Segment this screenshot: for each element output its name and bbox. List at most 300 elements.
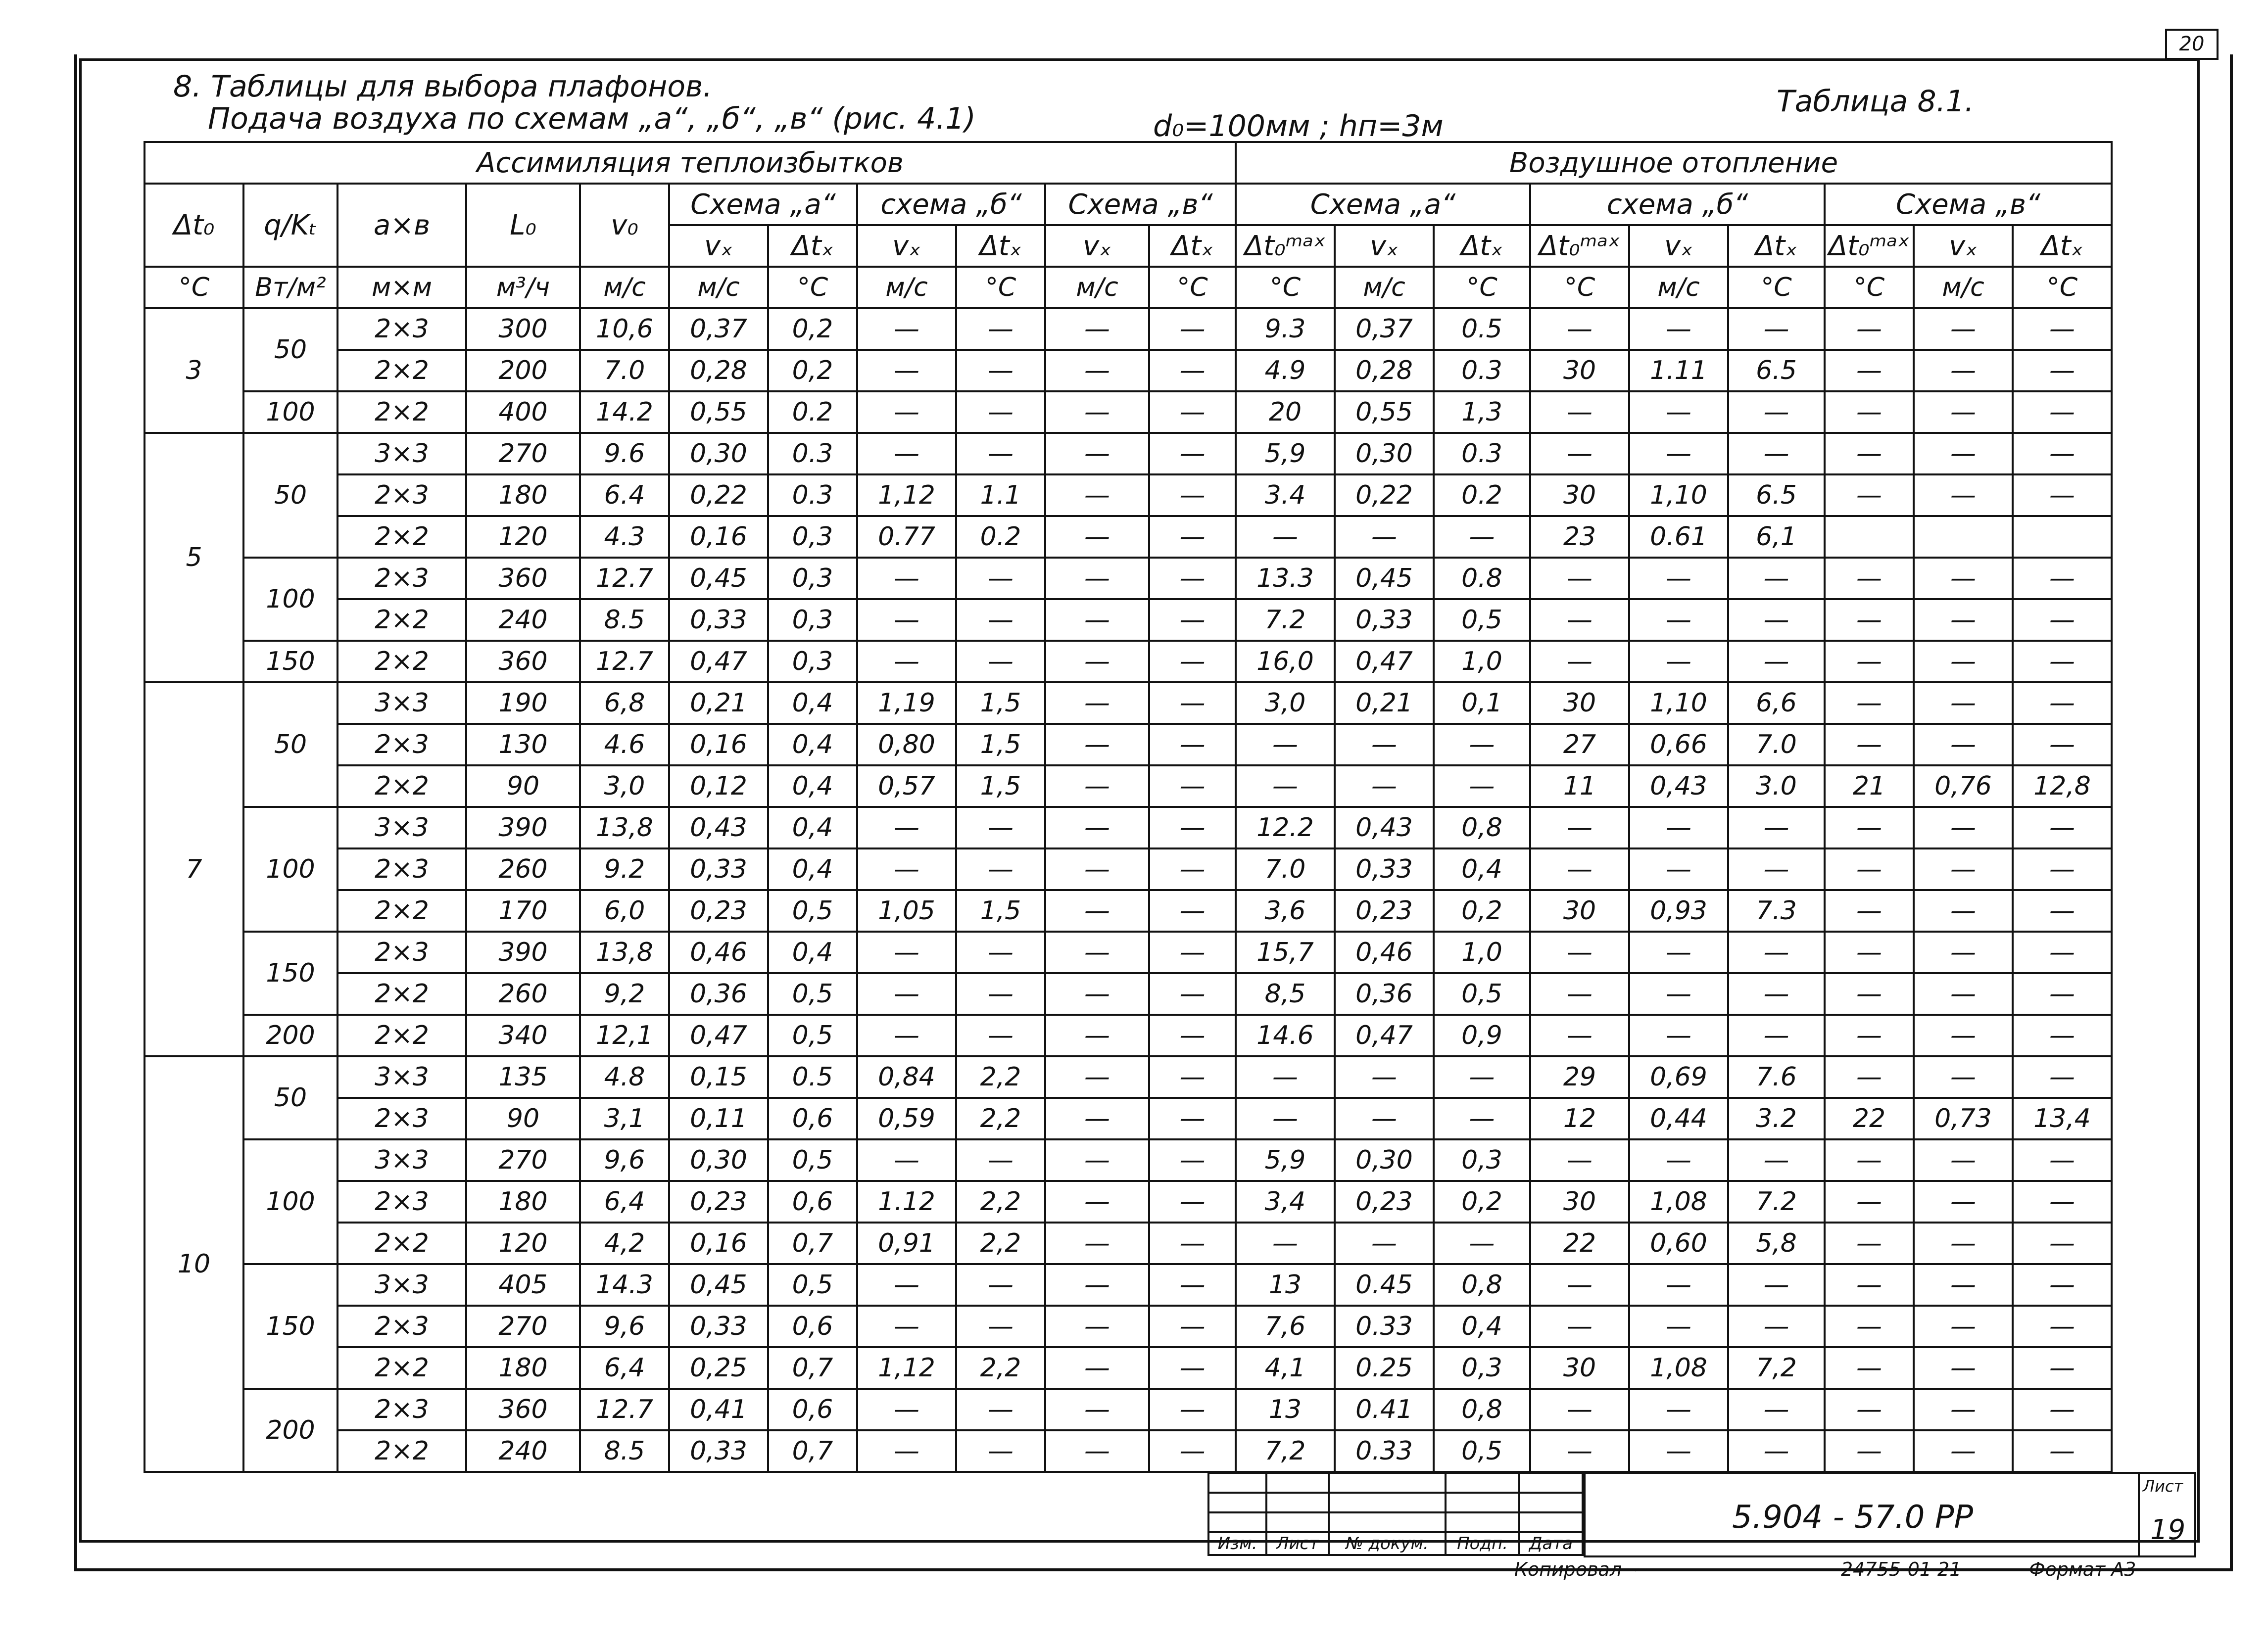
cell-value: — [1530,391,1629,433]
cell-value: — [1045,765,1149,807]
cell-value: 1,10 [1629,682,1728,724]
cell-value: — [956,848,1045,890]
cell-value: 16,0 [1236,641,1335,682]
cell-value: — [857,1139,956,1181]
cell-value: 0,4 [1434,1306,1530,1347]
cell-value: — [857,391,956,433]
cell-value: — [857,807,956,848]
cell-value: — [1149,724,1236,765]
col-dtx: Δtₓ [2013,225,2112,267]
cell-value: 0,23 [1335,1181,1434,1223]
cell-value: — [857,599,956,641]
col-vx: vₓ [669,225,768,267]
cell-value: — [1629,391,1728,433]
cell-value: 0,30 [1335,1139,1434,1181]
table-row [145,599,2112,641]
cell-value: — [1045,558,1149,599]
table-row [145,1139,2112,1181]
cell-value: — [956,973,1045,1015]
cell-value: — [1825,308,1914,350]
cell-value: 0,4 [1434,848,1530,890]
cell-value: — [1825,724,1914,765]
cell-value: 5,9 [1236,1139,1335,1181]
header-row-schemes [145,184,2112,225]
unit-dtmax: °С [1236,267,1335,308]
cell-axb: 3×3 [338,1056,466,1098]
col-vx: vₓ [1629,225,1728,267]
cell-value: — [1914,433,2013,474]
cell-value: — [1728,391,1825,433]
cell-value: 0,6 [768,1306,857,1347]
cell-value: — [2013,1347,2112,1389]
cell-v0: 9.2 [580,848,669,890]
cell-q-kt: 50 [243,433,338,558]
unit-dtx: °С [1728,267,1825,308]
cell-value: 0,3 [768,516,857,558]
cell-value: — [1914,1181,2013,1223]
cell-value: — [956,599,1045,641]
title-block-grid [1207,1472,1584,1556]
table-row [145,932,2112,973]
cell-value: 0,30 [1335,433,1434,474]
doc-title-line1: 8. Таблицы для выбора плафонов. [173,69,713,104]
cell-value: — [2013,308,2112,350]
cell-value: — [1728,599,1825,641]
unit-vx: м/с [669,267,768,308]
cell-value: 1,08 [1629,1347,1728,1389]
cell-value: 1,10 [1629,474,1728,516]
cell-value: 0,5 [1434,599,1530,641]
table-label: Таблица 8.1. [1777,84,1974,119]
cell-value: — [2013,932,2112,973]
cell-value: — [857,848,956,890]
cell-value: — [1914,599,2013,641]
cell-value: — [1335,1098,1434,1139]
cell-value: — [2013,807,2112,848]
cell-l0: 90 [466,1098,580,1139]
cell-axb: 2×2 [338,516,466,558]
cell-value: 0,43 [1335,807,1434,848]
cell-value: — [2013,1264,2112,1306]
cell-value: — [1149,433,1236,474]
cell-value: — [1728,807,1825,848]
cell-value: — [1728,1389,1825,1430]
cell-v0: 9,6 [580,1306,669,1347]
plafond-selection-table [144,141,2113,1473]
unit-vx: м/с [1335,267,1434,308]
cell-value: — [1629,807,1728,848]
cell-value: 11 [1530,765,1629,807]
cell-v0: 8.5 [580,1430,669,1472]
cell-value: — [1236,1056,1335,1098]
cell-value: — [1045,350,1149,391]
cell-value: 0.8 [1434,558,1530,599]
col-q-kt: q/Kₜ [243,184,338,267]
cell-value: — [1629,599,1728,641]
cell-value: 7,2 [1236,1430,1335,1472]
cell-v0: 7.0 [580,350,669,391]
col-vx: vₓ [1045,225,1149,267]
cell-value: 0.41 [1335,1389,1434,1430]
unit-vx: м/с [1914,267,2013,308]
table-row [145,1389,2112,1430]
cell-l0: 270 [466,1139,580,1181]
cell-value [1914,516,2013,558]
cell-value: 3.0 [1728,765,1825,807]
cell-value: 7.3 [1728,890,1825,932]
cell-value: — [2013,1389,2112,1430]
col-axb: a×в [338,184,466,267]
cell-value: — [1045,724,1149,765]
col-dtx: Δtₓ [956,225,1045,267]
assim-scheme-v: Схема „в“ [1045,184,1236,225]
cell-value: — [857,1264,956,1306]
cell-value: — [2013,682,2112,724]
cell-value: 0,33 [1335,848,1434,890]
cell-axb: 2×2 [338,973,466,1015]
cell-value: 0,66 [1629,724,1728,765]
cell-value: 0,45 [669,558,768,599]
cell-value: 13 [1236,1264,1335,1306]
cell-value: 1,0 [1434,641,1530,682]
corner-page-box [2165,29,2219,60]
cell-value: 0,15 [669,1056,768,1098]
cell-value: 0,33 [669,848,768,890]
cell-value: — [1045,1098,1149,1139]
cell-value: — [1335,1223,1434,1264]
cell-value: 0,45 [1335,558,1434,599]
cell-v0: 3,0 [580,765,669,807]
cell-value: 0.3 [768,433,857,474]
heat-scheme-b: схема „б“ [1530,184,1825,225]
cell-axb: 3×3 [338,807,466,848]
cell-value: — [956,1139,1045,1181]
cell-value: — [1149,474,1236,516]
cell-value: 0,16 [669,516,768,558]
stamp-doc: № докум. [1329,1532,1446,1555]
cell-value: 0,21 [669,682,768,724]
cell-value: 6,1 [1728,516,1825,558]
cell-l0: 270 [466,433,580,474]
cell-value: 0,3 [1434,1347,1530,1389]
cell-value: 0,22 [1335,474,1434,516]
cell-value: 0.33 [1335,1306,1434,1347]
cell-value: 0,7 [768,1223,857,1264]
cell-value: — [1149,1139,1236,1181]
cell-value: 30 [1530,682,1629,724]
cell-value: — [1914,890,2013,932]
cell-value: — [1149,599,1236,641]
cell-value: — [1825,391,1914,433]
cell-value: 0,80 [857,724,956,765]
cell-value: — [1335,1056,1434,1098]
cell-axb: 3×3 [338,682,466,724]
cell-value: 1,5 [956,765,1045,807]
cell-value: 0,8 [1434,807,1530,848]
unit-qk: Вт/м² [243,267,338,308]
archive-number: 24755-01 21 [1841,1558,1962,1580]
unit-dt: °С [145,267,243,308]
cell-value: — [1728,1139,1825,1181]
unit-dtx: °С [1149,267,1236,308]
col-vx: vₓ [1914,225,2013,267]
cell-value: — [857,932,956,973]
unit-vx: м/с [1045,267,1149,308]
table-row [145,1306,2112,1347]
cell-value: — [1825,848,1914,890]
col-l0: L₀ [466,184,580,267]
cell-value: 1,12 [857,1347,956,1389]
cell-value: — [1629,1264,1728,1306]
cell-value: — [1236,765,1335,807]
cell-v0: 10,6 [580,308,669,350]
cell-value: — [2013,641,2112,682]
cell-axb: 3×3 [338,1264,466,1306]
cell-value: 5,9 [1236,433,1335,474]
cell-value: — [1914,1015,2013,1056]
cell-l0: 200 [466,350,580,391]
cell-value: — [1530,1430,1629,1472]
cell-value: — [857,1015,956,1056]
cell-value: 9.3 [1236,308,1335,350]
cell-value: — [1045,1015,1149,1056]
cell-l0: 390 [466,807,580,848]
cell-value: — [1045,1389,1149,1430]
cell-value: — [1825,682,1914,724]
cell-value: 0,21 [1335,682,1434,724]
cell-v0: 6,8 [580,682,669,724]
table-row [145,973,2112,1015]
cell-value: 15,7 [1236,932,1335,973]
document-code: 5.904 - 57.0 PP [1732,1499,1974,1536]
cell-value: — [1825,1056,1914,1098]
cell-value: 0,30 [669,1139,768,1181]
cell-value: — [1149,308,1236,350]
cell-l0: 360 [466,558,580,599]
cell-axb: 2×2 [338,1223,466,1264]
cell-value: 0,47 [669,641,768,682]
cell-axb: 2×3 [338,474,466,516]
cell-value: — [1825,1264,1914,1306]
cell-value: — [1914,1347,2013,1389]
cell-value: — [1825,1223,1914,1264]
cell-value: 0,9 [1434,1015,1530,1056]
col-v0: v₀ [580,184,669,267]
cell-value: 0,37 [669,308,768,350]
cell-value: 7.2 [1236,599,1335,641]
table-row [145,765,2112,807]
cell-value: — [956,1306,1045,1347]
cell-v0: 13,8 [580,807,669,848]
cell-value: 6,6 [1728,682,1825,724]
cell-value: — [1530,807,1629,848]
cell-value: — [2013,558,2112,599]
cell-value: 0,41 [669,1389,768,1430]
cell-value: — [956,1430,1045,1472]
col-vx: vₓ [1335,225,1434,267]
cell-value: 0.2 [768,391,857,433]
table-row [145,433,2112,474]
cell-value: — [1914,807,2013,848]
cell-value: — [1629,1015,1728,1056]
cell-value: — [956,807,1045,848]
cell-l0: 90 [466,765,580,807]
cell-value: 7.0 [1728,724,1825,765]
stamp-sign: Подп. [1446,1532,1519,1555]
cell-value: — [1728,932,1825,973]
cell-value: 0,23 [1335,890,1434,932]
cell-value: — [1149,350,1236,391]
cell-value: — [1149,1430,1236,1472]
cell-value: — [1728,558,1825,599]
cell-value: 0,5 [768,890,857,932]
cell-value: 0,11 [669,1098,768,1139]
cell-value: — [1045,641,1149,682]
table-row [145,1181,2112,1223]
cell-dt0: 3 [145,308,243,433]
cell-value: 0,44 [1629,1098,1728,1139]
cell-value: 6.5 [1728,350,1825,391]
cell-value: — [1335,724,1434,765]
table-row [145,350,2112,391]
cell-value: 0,3 [768,641,857,682]
cell-l0: 260 [466,848,580,890]
cell-value: 0,4 [768,848,857,890]
cell-value: — [1434,1098,1530,1139]
cell-value: 2,2 [956,1347,1045,1389]
unit-dtx: °С [956,267,1045,308]
cell-value: — [1629,1139,1728,1181]
cell-value: — [1434,1056,1530,1098]
heat-scheme-a: Схема „а“ [1236,184,1530,225]
cell-value: — [2013,1430,2112,1472]
cell-value: 0,33 [669,599,768,641]
cell-value: — [1149,807,1236,848]
cell-value: 22 [1825,1098,1914,1139]
cell-axb: 2×3 [338,1181,466,1223]
cell-value: — [1825,932,1914,973]
cell-value: — [1914,682,2013,724]
cell-value: 0,4 [768,724,857,765]
cell-value: — [1149,1306,1236,1347]
cell-value: — [1149,1347,1236,1389]
col-dtx: Δtₓ [1434,225,1530,267]
cell-value: — [1149,1181,1236,1223]
stamp-date: Дата [1519,1532,1583,1555]
cell-value: 0,55 [1335,391,1434,433]
cell-value: — [1530,1264,1629,1306]
cell-value: — [956,391,1045,433]
cell-v0: 6.4 [580,474,669,516]
cell-value: 0,4 [768,807,857,848]
cell-value: — [1825,807,1914,848]
unit-vo: м/с [580,267,669,308]
cell-v0: 4.6 [580,724,669,765]
cell-value: — [1825,1015,1914,1056]
cell-value: — [1825,1347,1914,1389]
cell-value: — [956,308,1045,350]
cell-value: 0,55 [669,391,768,433]
cell-value: 0,43 [669,807,768,848]
cell-value: — [1728,1430,1825,1472]
cell-axb: 3×3 [338,1139,466,1181]
cell-value: 0.45 [1335,1264,1434,1306]
cell-axb: 3×3 [338,433,466,474]
cell-value: — [2013,391,2112,433]
cell-q-kt: 100 [243,391,338,433]
cell-value: 1,19 [857,682,956,724]
cell-v0: 6,4 [580,1181,669,1223]
cell-value: — [857,433,956,474]
cell-value: 0,22 [669,474,768,516]
cell-value: — [1629,641,1728,682]
cell-value: — [1728,848,1825,890]
cell-value: 30 [1530,890,1629,932]
cell-value: — [2013,848,2112,890]
cell-value: 1,0 [1434,932,1530,973]
cell-value: — [1045,1181,1149,1223]
cell-value: — [2013,599,2112,641]
cell-v0: 3,1 [580,1098,669,1139]
cell-v0: 4.8 [580,1056,669,1098]
cell-value: 0,5 [768,1139,857,1181]
cell-value: — [1530,848,1629,890]
cell-value: 0,5 [768,1264,857,1306]
cell-value: — [2013,1306,2112,1347]
cell-value: 2,2 [956,1223,1045,1264]
cell-axb: 2×2 [338,1430,466,1472]
cell-value: 0,2 [1434,1181,1530,1223]
cell-v0: 12.7 [580,1389,669,1430]
cell-value: — [1045,1056,1149,1098]
cell-value: — [1149,1015,1236,1056]
cell-l0: 130 [466,724,580,765]
cell-value: 2,2 [956,1181,1045,1223]
cell-l0: 390 [466,932,580,973]
cell-value: — [1045,516,1149,558]
cell-l0: 340 [466,1015,580,1056]
cell-value: 3.2 [1728,1098,1825,1139]
cell-value: 27 [1530,724,1629,765]
cell-value: 0,93 [1629,890,1728,932]
copied-by: Копировал [1514,1558,1622,1580]
cell-value: — [1530,308,1629,350]
cell-value: — [1236,1098,1335,1139]
cell-value: — [1149,973,1236,1015]
cell-v0: 6,0 [580,890,669,932]
cell-value: — [1530,1139,1629,1181]
cell-value: — [1530,558,1629,599]
cell-value: 0,23 [669,890,768,932]
cell-value: 30 [1530,350,1629,391]
cell-value: — [1629,1306,1728,1347]
cell-value: 1,12 [857,474,956,516]
cell-value: — [1530,1015,1629,1056]
cell-value: 0,2 [768,350,857,391]
cell-value: — [2013,890,2112,932]
cell-value: — [1045,1223,1149,1264]
cell-value: — [857,1306,956,1347]
cell-value: — [1728,641,1825,682]
cell-value: — [1149,765,1236,807]
cell-l0: 120 [466,1223,580,1264]
cell-value: — [1728,1264,1825,1306]
cell-value: — [1236,516,1335,558]
cell-value: 8,5 [1236,973,1335,1015]
cell-l0: 300 [466,308,580,350]
cell-value: 0,33 [669,1430,768,1472]
cell-value: 3.4 [1236,474,1335,516]
